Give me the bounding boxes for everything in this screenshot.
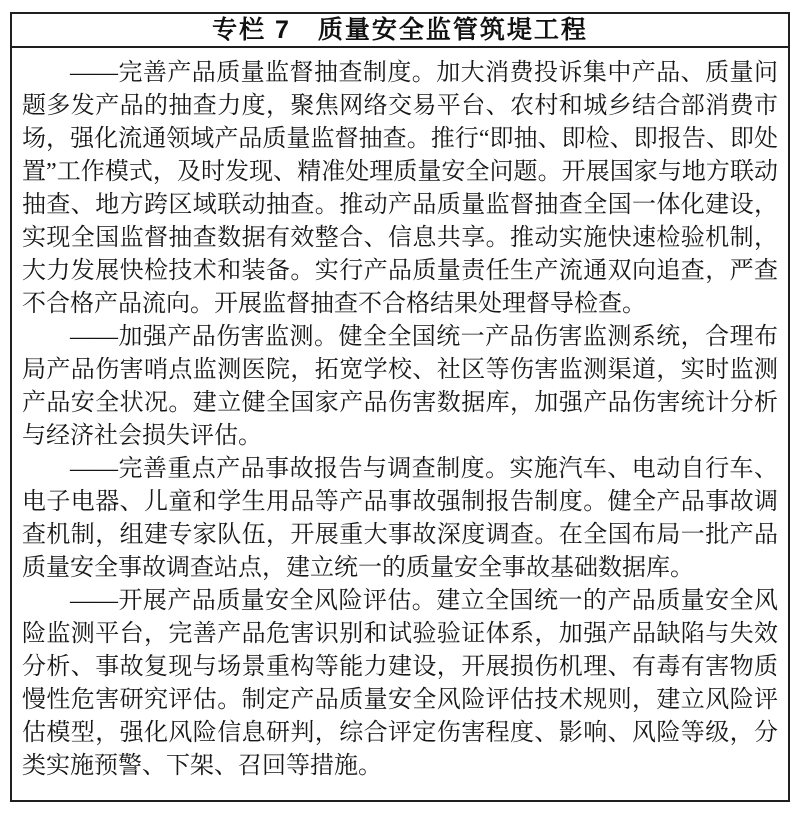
column-box [10, 12, 790, 802]
paragraph-injury-monitoring: ——加强产品伤害监测。健全全国统一产品伤害监测系统，合理布局产品伤害哨点监测医院，拓宽学校、社区等伤害监测渠道，实时监测产品安全状况。建立健全国家产品伤害数据库，加强产品伤害统计分析与经济社会损失评估。 [22, 324, 778, 449]
paragraph-supervision-sampling: ——完善产品质量监督抽查制度。加大消费投诉集中产品、质量问题多发产品的抽查力度，聚焦网络交易平台、农村和城乡结合部消费市场，强化流通领域产品质量监督抽查。推行“即抽、即检、即报告、即处置”工作模式，及时发现、精准处理质量安全问题。开展国家与地方联动抽查、地方跨区域联动抽查。推动产品质量监督抽查全国一体化建设，实现全国监督抽查数据有效整合、信息共享。推动实施快速检验机制，大力发展快检技术和装备。实行产品质量责任生产流通双向追查，严查不合格产品流向。开展监督抽查不合格结果处理督导检查。 [22, 60, 778, 317]
column-title: 专栏 7 质量安全监管筑堤工程 [12, 14, 788, 48]
paragraph-risk-assessment: ——开展产品质量安全风险评估。建立全国统一的产品质量安全风险监测平台，完善产品危害识别和试验验证体系，加强产品缺陷与失效分析、事故复现与场景重构等能力建设，开展损伤机理、有毒有害物质慢性危害研究评估。制定产品质量安全风险评估技术规则，建立风险评估模型，强化风险信息研判，综合评定伤害程度、影响、风险等级，分类实施预警、下架、召回等措施。 [22, 588, 778, 779]
paragraph-accident-reporting: ——完善重点产品事故报告与调查制度。实施汽车、电动自行车、电子电器、儿童和学生用品等产品事故强制报告制度。健全产品事故调查机制，组建专家队伍，开展重大事故深度调查。在全国布局一批产品质量安全事故调查站点，建立统一的质量安全事故基础数据库。 [22, 456, 778, 581]
column-body [12, 48, 788, 801]
